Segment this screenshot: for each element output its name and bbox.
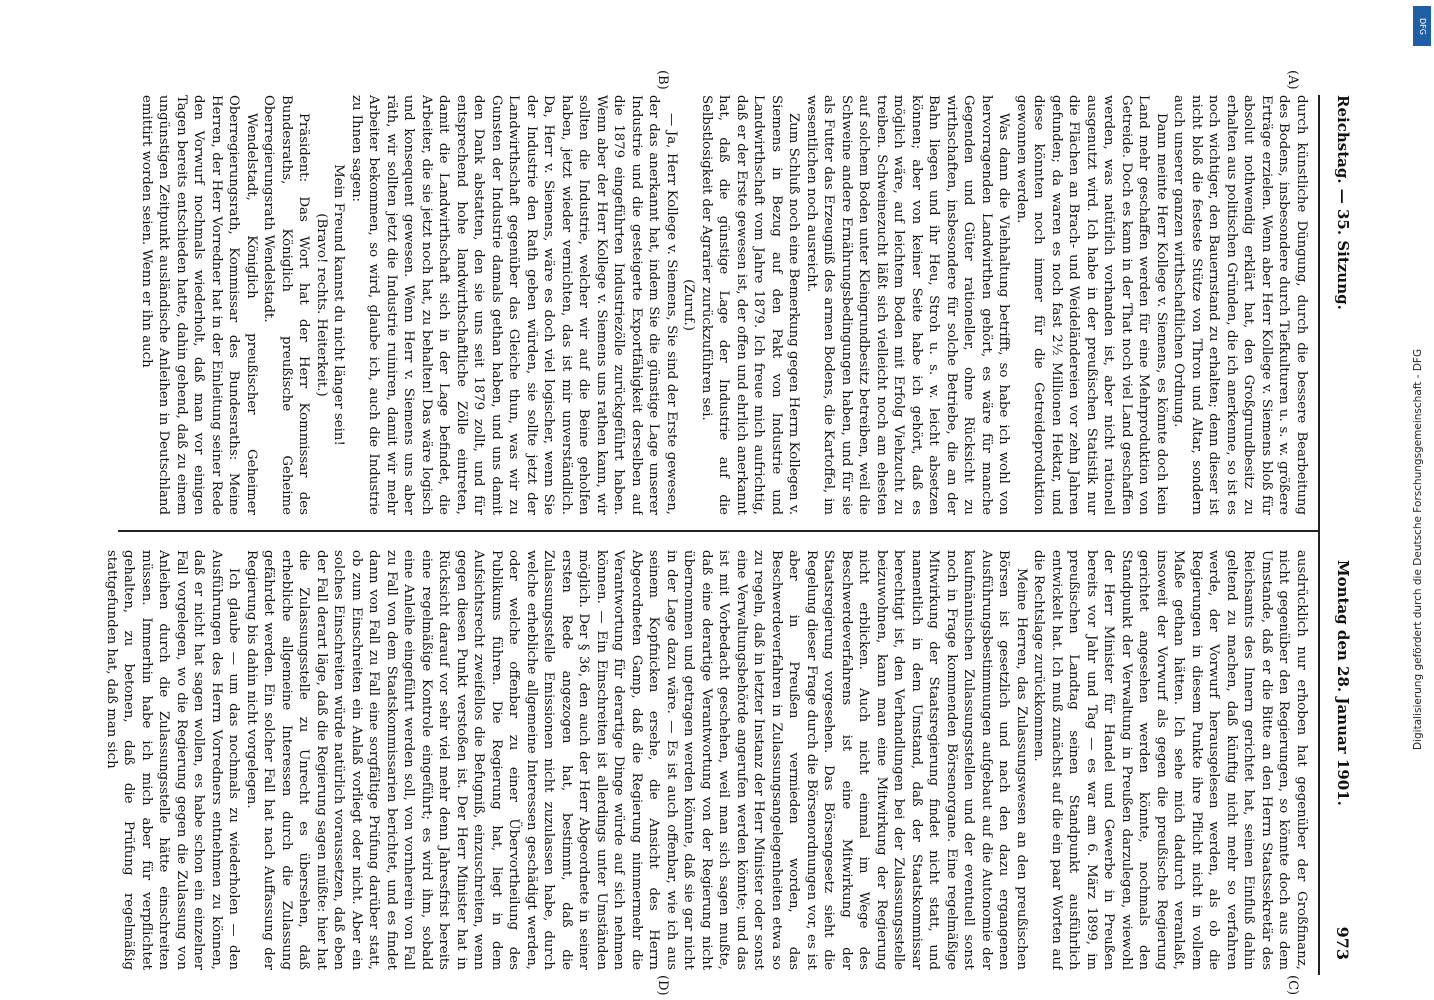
paragraph: Präsident: Das Wort hat der Herr Kommissar des Bundesraths, Königlich preußische Geheime Oberregierungsrath Wendelstadt. — [261, 95, 312, 515]
paragraph: durch künstliche Düngung, durch die bessere Bearbeitung des Bodens, insbesondere durch Tiefkulturen u. s. w. größere Erträge erzielen. Wenn aber Herr Kollege v. Siemens bloß für absolut nothwendig erklärt hat, den Großgrundbesitz zu erhalten aus politischen Gründen, die ich anerkenne, so ist es noch wichtiger, den Bauernstand zu erhalten; denn dieser ist nicht bloß die festeste Stütze von Thron und Altar, sondern auch unserer ganzen wirthschaftlichen Ordnung. — [1171, 95, 1309, 515]
header-date: Montag den 28. Januar 1901. — [1334, 560, 1352, 806]
margin-marker-b: (B) — [655, 70, 670, 90]
credit-text: Digitalisierung gefördert durch die Deutsche Forschungsgemeinschaft - DFG — [1412, 348, 1424, 750]
page-header — [1330, 0, 1352, 1000]
margin-marker-a: (A) — [1285, 70, 1300, 90]
text-column-right — [100, 550, 1310, 970]
column-divider — [118, 530, 1318, 532]
header-left: Reichstag. — 35. Sitzung. — [1334, 95, 1352, 310]
paragraph: Ich glaube — um das nochmals zu wiederholen — den Ausführungen des Herrn Vorredners entnehmen zu können, daß er nicht hat sagen wollen, es habe schon ein einzelner Fall vorgelegen, wo die Regierung gegen die Zulassung von Anleihen durch die Zulassungsstelle hätte einschreiten müssen. Immerhin habe ich mich aber für verpflichtet gehalten, zu betonen, daß die Prüfung regelmäßig stattgefunden hat, daß man sich — [104, 550, 242, 970]
dfg-logo: DFG — [1413, 6, 1431, 46]
margin-marker-d: (D) — [655, 975, 670, 996]
page-number: 973 — [1333, 926, 1352, 960]
text-column-left — [100, 95, 1310, 515]
interjection: (Bravo! rechts. Heiterkeit.) — [314, 213, 329, 397]
paragraph: Was dann die Viehhaltung betrifft, so habe ich wohl von hervorragenden Landwirthen gehört, es wäre für manche Gegenden und Güter rationeller, ohne Rücksicht zu wirthschaften, insbesondere für solche Betriebe, die an der Bahn liegen und ihr Heu, Stroh u. s. w. leicht absetzen können; aber von keiner Seite habe ich gehört, daß es möglich wäre, auf leichtem Boden mit Erfolg Viehzucht zu treiben. Schweinezucht läßt sich vielleicht noch am ehesten auf solchem Boden unter Kleingrundbesitz betreiben, weil die Schweine andere Ernährungsbedingungen haben, und für sie als Futter das Erzeugniß des armen Bodens, die Kartoffel, im wesentlichen noch ausreicht. — [804, 95, 1012, 515]
paragraph: Zum Schluß noch eine Bemerkung gegen Herrn Kollegen v. Siemens in Bezug auf den Pakt von Industrie und Landwirthschaft vom Jahre 1879. Ich freue mich aufrichtig, daß er der Erste gewesen ist, der offen und ehrlich anerkannt hat, daß die günstige Lage der Industrie auf die Selbstlosigkeit der Agrarier zurückzuführen sei. — [699, 95, 802, 515]
paragraph: ausdrücklich nur erhoben hat gegenüber der Großfinanz, nicht gegenüber den Regierungen, so könnte doch aus dem Umstande, daß er die Bitte an den Herrn Staatssekretär des Reichsamts des Innern gerichtet hat, seinen Einfluß dahin geltend zu machen, daß künftig nicht mehr so verfahren werde, der Vorwurf herausgelesen werden, als ob die Regierungen in diesem Punkte ihre Pflicht nicht in vollem Maße gethan hätten. Ich sehe mich dadurch veranlaßt, insoweit der Vorwurf als gegen die preußische Regierung gerichtet angesehen werden könnte, nochmals den Standpunkt der Verwaltung in Preußen darzulegen, wiewohl der Herr Minister für Handel und Gewerbe in Preußen bereits vor Jahr und Tag — es war am 6. März 1899, im preußischen Landtag seinen Standpunkt ausführlich entwickelt hat. Ich muß zunächst auf die ein paar Worten auf die Rechtslage zurückkommen. — [1031, 550, 1309, 970]
paragraph: Dann meinte Herr Kollege v. Siemens, es könnte doch kein Land mehr geschaffen werden für eine Mehrproduktion von Getreide. Doch es kann in der That noch viel Land geschaffen werden, was natürlich vorhanden ist, aber nicht rationell ausgenutzt wird. Ich habe in der preußischen Statistik nur die Flächen an Brach- und Weideländereien vor zehn Jahren gefunden; da waren es noch fast 2½ Millionen Hektar, und diese könnten noch immer für die Getreideproduktion gewonnen werden. — [1014, 95, 1169, 515]
paragraph: Meine Herren, das Zulassungswesen an den preußischen Börsen ist gesetzlich und nach den dazu ergangenen Ausführungsbestimmungen aufgebaut auf die Autonomie der kaufmännischen Zulassungsstellen und der eventuell sonst noch in Frage kommenden Börsenorgane. Eine regelmäßige Mitwirkung der Staatsregierung findet nicht statt, und namentlich in dem Umstand, daß der Staatskommissar berechtigt ist, den Verhandlungen bei der Zulassungsstelle beizuwohnen, kann man eine Mitwirkung der Regierung nicht erblicken. Auch nicht einmal im Wege des Beschwerdeverfahrens ist eine Mitwirkung der Staatsregierung vorgesehen. Das Börsengesetz sieht die Regelung dieser Frage durch die Börsenordnungen vor, es ist aber in Preußen vermieden worden, das Beschwerdeverfahren in Zulassungsangelegenheiten etwa so zu regeln, daß in letzter Instanz der Herr Minister oder sonst eine Verwaltungsbehörde angerufen werden könnte; und das ist mit Vorbedacht geschehen, weil man sich sagen mußte, daß eine derartige Verantwortung von der Regierung nicht übernommen und getragen werden könnte, daß sie gar nicht in der Lage dazu wäre. — Es ist auch offenbar, wie ich aus seinem Kopfnicken ersehe, die Ansicht des Herrn Abgeordneten Gamp, daß die Regierung nimmermehr die Verantwortung für derartige Dinge würde auf sich nehmen können. — Ein Einschreiten ist allerdings unter Umständen möglich. Der § 36, den auch der Herr Abgeordnete in seiner ersten Rede angezogen hat, bestimmt, daß die Zulassungsstelle Emissionen nicht zuzulassen habe, durch welche erhebliche allgemeine Interessen geschädigt werden, oder welche offenbar zu einer Übervortheilung des Publikums führen. Die Regierung hat, liegt in dem Aufsichtsrecht zweifellos die Befugniß, einzuschreiten, wenn gegen diesen Punkt verstoßen ist. Der Herr Minister hat in Rücksicht darauf vor sehr viel mehr denn Jahresfrist bereits eine regelmäßige Kontrole eingeführt; es wird ihm, sobald eine Anleihe eingeführt werden soll, von vornherein von Fall zu Fall von dem Staatskommissarien berichtet, und es findet dann von Fall zu Fall eine sorgfältige Prüfung darüber statt, ob zum Einschreiten ein Anlaß vorliegt oder nicht. Aber ein solches Einschreiten würde natürlich voraussetzen, daß eben der Fall derart läge, daß die Regierung sagen müßte: hier hat die Zulassungsstelle zu Unrecht es übersehen, daß erhebliche allgemeine Interessen durch die Zulassung gefährdet werden. Ein solcher Fall hat nach Auffassung der Regierung bis dahin nicht vorgelegen. — [244, 550, 1029, 970]
margin-marker-c: (C) — [1285, 975, 1300, 996]
header-rule — [1318, 95, 1320, 975]
interjection: (Zuruf.) — [681, 279, 697, 331]
digitization-credit — [1410, 0, 1434, 1000]
paragraph: Wendelstadt, Königlich preußischer Geheimer Oberregierungsrath, Kommissar des Bundesraths: Meine Herren, der Herr Vorredner hat in der Einleitung seiner Rede den Vorwurf nochmals wiederholt, daß man vor einigen Tagen bereits entschieden hatte, dahin gehend, daß zu einem ungünstigen Zeitpunkt ausländische Anleihen in Deutschland emittirt worden seien. Wenn er ihn auch — [139, 95, 259, 515]
quote: Mein Freund kannst du nicht länger sein! — [331, 164, 347, 446]
paragraph: — Ja, Herr Kollege v. Siemens, Sie sind der Erste gewesen, der das anerkannt hat, indem Sie die günstige Lage unserer Industrie und die gesteigerte Exportfähigkeit derselben auf die 1879 eingeführten Industriezölle zurückgeführt haben. Wenn aber der Herr Kollege v. Siemens uns rathen kann, wir sollten die Industrie, welcher wir auf die Beine geholfen haben, jetzt wieder vernichten, das ist mir unverständlich. Da, Herr v. Siemens, wäre es doch viel logischer, wenn Sie der Industrie den Rath geben würden, sie sollte jetzt der Landwirthschaft gegenüber das Gleiche thun, was wir zu Gunsten der Industrie damals gethan haben, und uns damit den Dank abstatten, den sie uns seit 1879 zollt, und für entsprechend hohe landwirthschaftliche Zölle eintreten, damit die Landwirthschaft sich in der Lage befindet, die Arbeiter, die sie jetzt noch hat, zu behalten! Das wäre logisch und konsequent gewesen. Wenn Herr v. Siemens uns aber räth, wir sollten jetzt die Industrie ruiniren, damit wir mehr Arbeiter bekommen, so wird, glaube ich, auch die Industrie zu Ihnen sagen: — [349, 95, 679, 515]
